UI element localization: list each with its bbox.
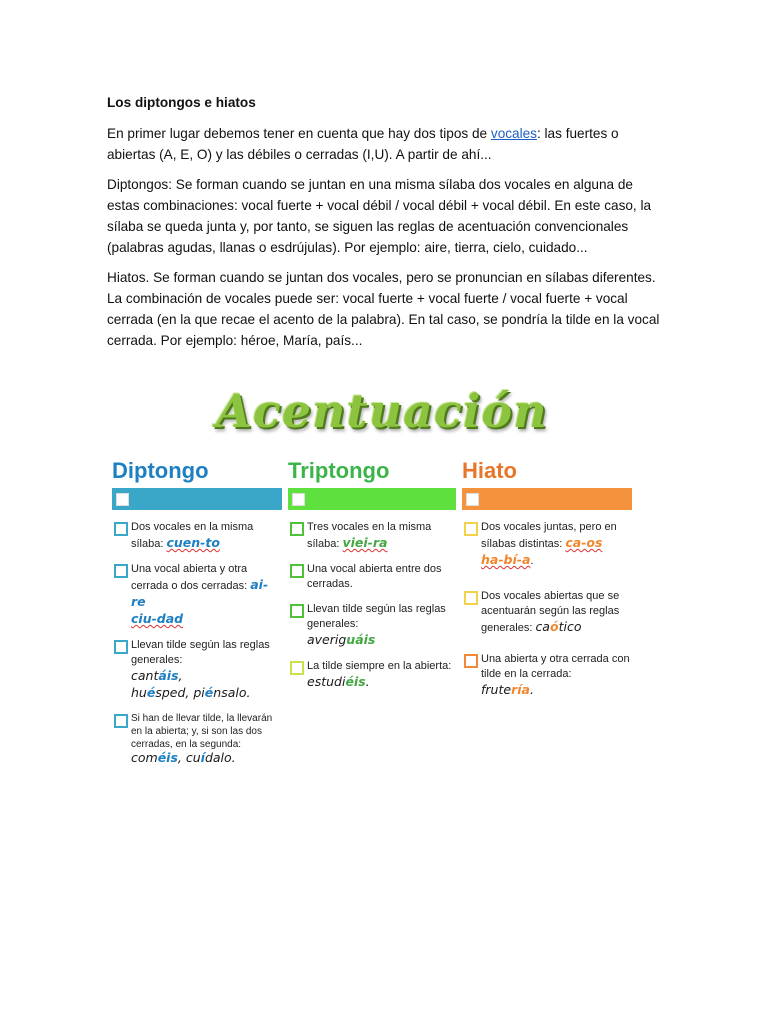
vocales-link[interactable]: vocales: [490, 126, 537, 141]
doc-title: Los diptongos e hiatos: [107, 95, 256, 110]
item-text: Tres vocales en la misma sílaba:: [307, 521, 432, 550]
checkbox-icon: [290, 604, 304, 618]
example-part: uáis: [346, 632, 376, 647]
checkbox-icon: [290, 522, 304, 536]
item-text: La tilde siempre en la abierta:: [307, 660, 452, 672]
checkbox-icon: [464, 654, 478, 668]
list-item: [112, 712, 282, 766]
checkbox-icon: [290, 564, 304, 578]
example-part: tico: [558, 619, 582, 634]
example-part: com: [131, 750, 158, 765]
checkbox-icon: [292, 493, 305, 506]
item-text: Dos vocales abiertas que se acentuarán según las reglas generales:: [481, 590, 620, 634]
list-item: [288, 602, 456, 649]
example-part: cant: [131, 668, 159, 683]
list-item: [112, 520, 282, 552]
example-part: averig: [307, 632, 347, 647]
example-word: [131, 750, 236, 765]
example-part: í: [200, 750, 205, 765]
example-part: frute: [481, 682, 512, 697]
example-part: éis: [345, 674, 366, 689]
item-text: Si han de llevar tilde, la llevarán en la abierta; y, si son las dos cerradas, en la segunda:: [131, 713, 273, 750]
infographic-title: Acentuación: [216, 384, 548, 438]
intro-text-after: : las fuertes o abiertas (A, E, O) y las débiles o cerradas (I,U). A partir de ahí...: [107, 126, 619, 162]
diptongos-paragraph: Diptongos: Se forman cuando se juntan en una misma sílaba dos vocales en alguna de estas combinaciones: vocal fuerte + vocal débil / vocal débil + vocal débil. En este caso, la sílaba se queda junta y, por tanto, se siguen las reglas de acentuación convencionales (palabras agudas, llanas o esdrújulas). Por ejemplo: aire, tierra, cielo, cuidado...: [107, 177, 652, 255]
intro-paragraph: [107, 123, 662, 165]
example-part: .: [529, 682, 534, 697]
diptongo-bar: [112, 488, 282, 510]
example-word: ha-bí-a: [481, 552, 531, 567]
example-part: nsalo.: [213, 685, 251, 700]
hiatos-paragraph: Hiatos. Se forman cuando se juntan dos vocales, pero se pronuncian en sílabas diferentes. La combinación de vocales puede ser: vocal fuerte + vocal fuerte / vocal fuerte + vocal cerrada (en la que recae el acento de la palabra). En tal caso, se pondría la tilde en la vocal cerrada. Por ejemplo: héroe, María, país...: [107, 270, 660, 348]
item-text: Una vocal abierta entre dos cerradas.: [307, 563, 442, 590]
example-part: , cu: [177, 750, 201, 765]
diptongo-column: [112, 456, 282, 766]
item-text: Llevan tilde según las reglas generales:: [131, 639, 270, 666]
item-text: Dos vocales en la misma sílaba:: [131, 521, 254, 550]
intro-text-before: En primer lugar debemos tener en cuenta que hay dos tipos de: [107, 126, 491, 141]
example-part: ó: [549, 619, 559, 634]
list-item: [288, 520, 456, 552]
acentuacion-infographic: [108, 380, 638, 765]
checkbox-icon: [114, 714, 128, 728]
list-item: [462, 589, 632, 636]
example-part: éis: [157, 750, 178, 765]
checkbox-icon: [290, 661, 304, 675]
example-word: ai-re: [131, 577, 269, 609]
list-item: [288, 562, 456, 592]
example-word: viei-ra: [342, 535, 388, 550]
example-part: é: [146, 685, 156, 700]
list-item: [112, 562, 282, 628]
example-part: ca: [535, 619, 550, 634]
list-item: [112, 638, 282, 702]
checkbox-icon: [114, 640, 128, 654]
item-text: Una vocal abierta y otra cerrada o dos cerradas:: [131, 563, 248, 592]
example-part: .: [365, 674, 370, 689]
example-word: ca-os: [565, 535, 603, 550]
triptongo-column: [288, 456, 456, 691]
checkbox-icon: [114, 564, 128, 578]
list-item: [288, 659, 456, 691]
list-item: [462, 652, 632, 699]
example-part: ,: [178, 668, 183, 683]
item-text: Dos vocales juntas, pero en sílabas distintas:: [481, 521, 617, 550]
hiato-column: [462, 456, 632, 699]
example-word: cuen-to: [166, 535, 220, 550]
checkbox-icon: [116, 493, 129, 506]
example-word: [307, 674, 370, 689]
example-part: .: [530, 555, 534, 567]
checkbox-icon: [114, 522, 128, 536]
checkbox-icon: [464, 591, 478, 605]
checkbox-icon: [466, 493, 479, 506]
example-word: [307, 632, 375, 647]
diptongo-heading: Diptongo: [112, 458, 209, 483]
example-part: hu: [131, 685, 147, 700]
example-word: ciu-dad: [131, 611, 184, 626]
example-word: [131, 685, 250, 700]
hiato-bar: [462, 488, 632, 510]
triptongo-bar: [288, 488, 456, 510]
example-part: sped, pi: [155, 685, 205, 700]
example-word: [481, 682, 534, 697]
list-item: [462, 520, 632, 569]
example-part: é: [204, 685, 214, 700]
example-part: dalo.: [204, 750, 236, 765]
item-text: Una abierta y otra cerrada con tilde en la cerrada:: [481, 653, 630, 680]
example-word: [131, 668, 183, 683]
item-text: Llevan tilde según las reglas generales:: [307, 603, 446, 630]
checkbox-icon: [464, 522, 478, 536]
example-part: áis: [158, 668, 179, 683]
example-word: [535, 619, 581, 634]
hiato-heading: Hiato: [462, 458, 517, 483]
triptongo-heading: Triptongo: [288, 458, 390, 483]
document-body: [107, 92, 662, 360]
example-part: estudi: [307, 674, 346, 689]
example-part: ría: [511, 682, 530, 697]
